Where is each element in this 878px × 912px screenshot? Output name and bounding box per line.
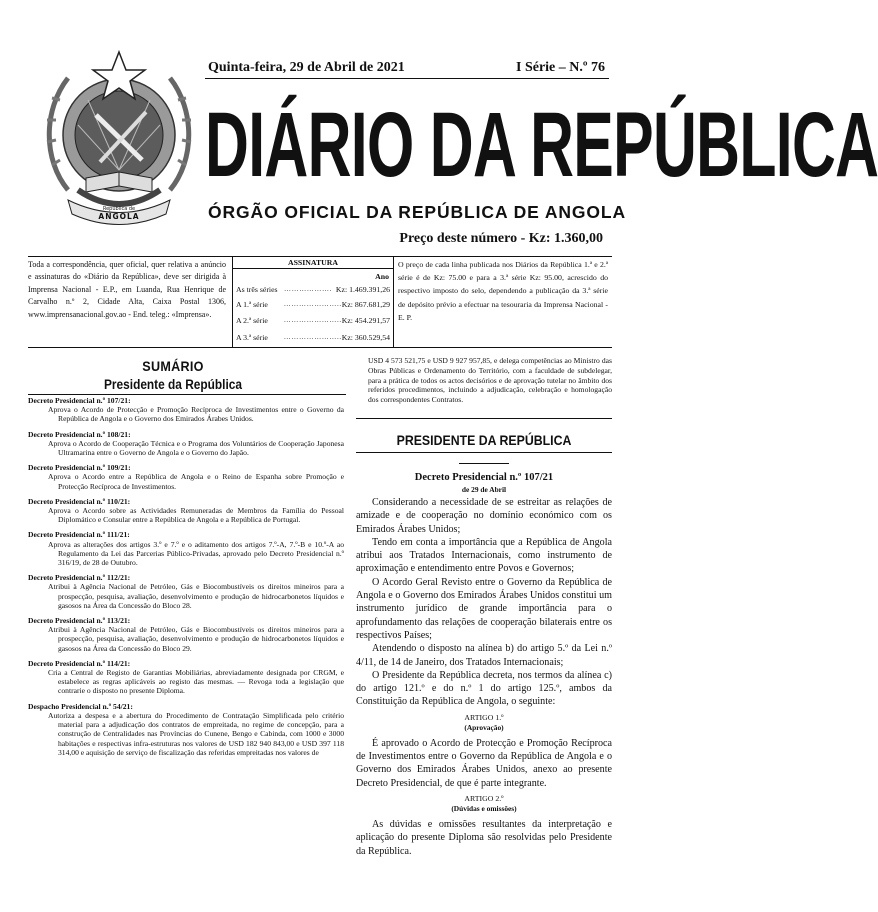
article-2-heading: ARTIGO 2.º	[464, 793, 504, 803]
decree-separator	[459, 463, 509, 464]
subscription-dots: ……………….	[284, 285, 332, 293]
subscription-value: Kz: 454.291,57	[341, 316, 390, 325]
subscription-value: Kz: 360.529,54	[341, 333, 390, 342]
summary-continuation: USD 4 573 521,75 e USD 9 927 957,85, e delega competências ao Ministro das Obras Públicas e Ordenamento do Território, com a faculdade de subdelegar, para a prática de todos os actos decisórios e de aprovação tutelar no âmbito dos referidos procedimentos, incluindo a adjudicação, celebração e homologação dos correspondentes Contratos.	[368, 356, 612, 405]
summary-entry-head: Decreto Presidencial n.º 111/21:	[28, 530, 130, 540]
decree-paragraph: O Acordo Geral Revisto entre o Governo da República de Angola e o Governo dos Emirados Árabes Unidos constitui um instrumento jurídico de grande importância para o aprofundamento das relações de cooperação bilaterais entre os respectivos Países;	[356, 576, 612, 641]
summary-subtitle: Presidente da República	[104, 377, 242, 392]
subscription-label: As três séries	[236, 285, 278, 294]
section-heading: PRESIDENTE DA REPÚBLICA	[396, 432, 572, 448]
summary-entry	[28, 702, 346, 757]
section-rule	[356, 418, 612, 419]
issue-series-number: I Série – N.º 76	[516, 60, 605, 75]
article-1-heading: ARTIGO 1.º	[464, 712, 504, 722]
subscription-value: Kz: 867.681,29	[341, 300, 390, 309]
info-divider-1	[232, 256, 233, 348]
summary-entry-body: Aprova o Acordo sobre as Actividades Remuneradas de Membros da Família do Pessoal Diplomático e Consular entre a República de Angola e a República de Portugal.	[48, 506, 344, 525]
subscription-row	[236, 300, 390, 309]
summary-entry-head: Decreto Presidencial n.º 113/21:	[28, 616, 131, 626]
summary-entry-body: Cria a Central de Registo de Garantias Mobiliárias, abreviadamente designada por CRGM, e estabelece as regras aplicáveis ao registo das mesmas. — Revoga toda a legislação que contrarie o disposto no presente Diploma.	[48, 668, 344, 696]
subscription-heading: ASSINATURA	[287, 258, 339, 267]
price-note: O preço de cada linha publicada nos Diários da República 1.ª e 2.ª série é de Kz: 75.00 e para a 3.ª série Kz: 95.00, acrescido do respectivo imposto do selo, dependendo a publicação da 3.ª série de depósito prévio a efectuar na tesouraria da Imprensa Nacional - E. P.	[398, 260, 608, 322]
summary-entry-head: Decreto Presidencial n.º 107/21:	[28, 396, 131, 405]
subscription-label: A 2.ª série	[236, 316, 268, 325]
summary-entry-body: Aprova o Acordo de Protecção e Promoção Recíproca de Investimentos entre o Governo da República de Angola e o Governo dos Emirados Árabes Unidos.	[48, 405, 344, 424]
subscription-row	[236, 333, 390, 342]
subscription-value: Kz: 1.469.391,26	[335, 285, 390, 294]
summary-entry	[28, 497, 346, 525]
subscription-label: A 1.ª série	[236, 300, 268, 309]
angola-coat-of-arms-emblem	[38, 40, 200, 222]
subscription-row	[236, 316, 390, 325]
summary-entry	[28, 463, 346, 491]
article-1-title: (Aprovação)	[464, 722, 504, 732]
decree-body	[356, 496, 612, 858]
summary-entry-head: Decreto Presidencial n.º 108/21:	[28, 429, 131, 439]
article-2-text: As dúvidas e omissões resultantes da interpretação e aplicação do presente Diploma são resolvidas pelo Presidente da República.	[356, 818, 612, 857]
emblem-ribbon-top-text: República de	[102, 206, 136, 212]
subscription-row	[236, 285, 390, 294]
summary-entry-head: Despacho Presidencial n.º 54/21:	[28, 701, 133, 711]
summary-entry-body: Atribui à Agência Nacional de Petróleo, Gás e Biocombustíveis os direitos mineiros para a prospecção, pesquisa, avaliação, desenvolvimento e produção de hidrocarbonetos líquidos e gasosos na Área da Concessão do Bloco 29.	[48, 625, 344, 653]
header-rule	[205, 78, 609, 79]
summary-entry-body: Aprova o Acordo de Cooperação Técnica e o Programa dos Voluntários de Cooperação Japonesa Ultramarina entre o Governo de Angola e o Governo do Japão.	[48, 438, 344, 458]
subscription-dots: …………………..	[283, 316, 342, 324]
summary-entry-head: Decreto Presidencial n.º 114/21:	[28, 658, 131, 668]
summary-entry-head: Decreto Presidencial n.º 110/21:	[28, 496, 131, 506]
summary-entry-head: Decreto Presidencial n.º 109/21:	[28, 463, 131, 473]
info-divider-2	[393, 256, 394, 348]
subscription-dots: …………………..	[283, 300, 342, 308]
correspondence-notice: Toda a correspondência, quer oficial, quer relativa a anúncio e assinaturas do «Diário da República», deve ser dirigida à Imprensa Nacional - E.P., em Luanda, Rua Henrique de Carvalho n.º 2, Cidade Alta, Caixa Postal 1306, www.imprensanacional.gov.ao - End. teleg.: «Imprensa».	[28, 260, 226, 319]
subscription-label: A 3.ª série	[236, 333, 268, 342]
decree-paragraph: Tendo em conta a importância que a República de Angola atribui aos Tratados Internacionais, como instrumento de aproximação e entendimento entre Povos e Governos;	[356, 536, 612, 575]
summary-entry	[28, 430, 346, 458]
emblem-ribbon-bottom-text: ANGOLA	[98, 212, 140, 221]
section-heading-rule	[356, 452, 612, 453]
decree-date: de 29 de Abril	[461, 485, 507, 494]
article-2-title: (Dúvidas e omissões)	[451, 803, 517, 813]
summary-entry-body: Atribui à Agência Nacional de Petróleo, Gás e Biocombustíveis os direitos mineiros para a prospecção, pesquisa, avaliação, desenvolvimento e produção de hidrocarbonetos líquidos e gasosos na Área da Concessão do Bloco 28.	[48, 582, 344, 610]
decree-paragraph: Considerando a necessidade de se estreitar as relações de amizade e de cooperação no domínio económico com os Emirados Árabes Unidos;	[356, 497, 612, 535]
summary-entry-head: Decreto Presidencial n.º 112/21:	[28, 573, 131, 583]
issue-date: Quinta-feira, 29 de Abril de 2021	[208, 60, 405, 75]
summary-title: SUMÁRIO	[142, 358, 204, 374]
decree-title: Decreto Presidencial n.º 107/21	[414, 472, 554, 483]
decree-paragraph: O Presidente da República decreta, nos termos da alínea c) do artigo 121.º e do n.º 1 do artigo 125.º, ambos da Constituição da República de Angola, o seguinte:	[356, 669, 612, 708]
masthead-title: DIÁRIO DA REPÚBLICA	[205, 94, 878, 196]
masthead-subtitle: ÓRGÃO OFICIAL DA REPÚBLICA DE ANGOLA	[208, 202, 627, 222]
summary-entry-body: Autoriza a despesa e a abertura do Procedimento de Contratação Simplificada pelo critério material para a adjudicação dos contratos de empreitada, no regime de concepção, para a construção de Centralidades nas Províncias do Cunene, Bengo e Cabinda, com 1000 e 3000 habitações e respectivas infra-estruturas nos valores de USD 182 940 843,00 e USD 397 118 314,00 e aquisição de serviço de fiscalização das referidas empreitadas nos valores de	[48, 710, 344, 757]
summary-entry	[28, 659, 346, 696]
decree-paragraph: Atendendo o disposto na alínea b) do artigo 5.º da Lei n.º 4/11, de 14 de Janeiro, dos Tratados Internacionais;	[356, 643, 612, 668]
summary-entry	[28, 616, 346, 653]
summary-list	[28, 396, 346, 763]
summary-entry	[28, 396, 346, 424]
summary-entry-body: Aprova o Acordo entre a República de Angola e o Reino de Espanha sobre Promoção e Protecção Recíproca de Investimentos.	[48, 472, 344, 491]
summary-entry-body: Aprova as alterações dos artigos 3.º e 7.º e o aditamento dos artigos 7.º-A, 7.º-B e 10.º-A ao Regulamento da Lei das Parcerias Público-Privadas, aprovado pelo Decreto Presidencial n.º 316/19, de 28 de Outubro.	[48, 539, 344, 568]
subscription-heading-rule	[233, 268, 393, 269]
article-1-text: É aprovado o Acordo de Protecção e Promoção Recíproca de Investimentos entre o Governo da República de Angola e o Governo dos Emirados Árabes Unidos, anexo ao presente Decreto Presidencial, de que é parte integrante.	[356, 737, 612, 789]
subscription-year-label: Ano	[375, 272, 389, 281]
summary-entry	[28, 530, 346, 567]
issue-price: Preço deste número - Kz: 1.360,00	[399, 231, 603, 246]
subscription-dots: …………………..	[283, 333, 342, 341]
summary-rule	[28, 394, 346, 395]
summary-entry	[28, 573, 346, 610]
